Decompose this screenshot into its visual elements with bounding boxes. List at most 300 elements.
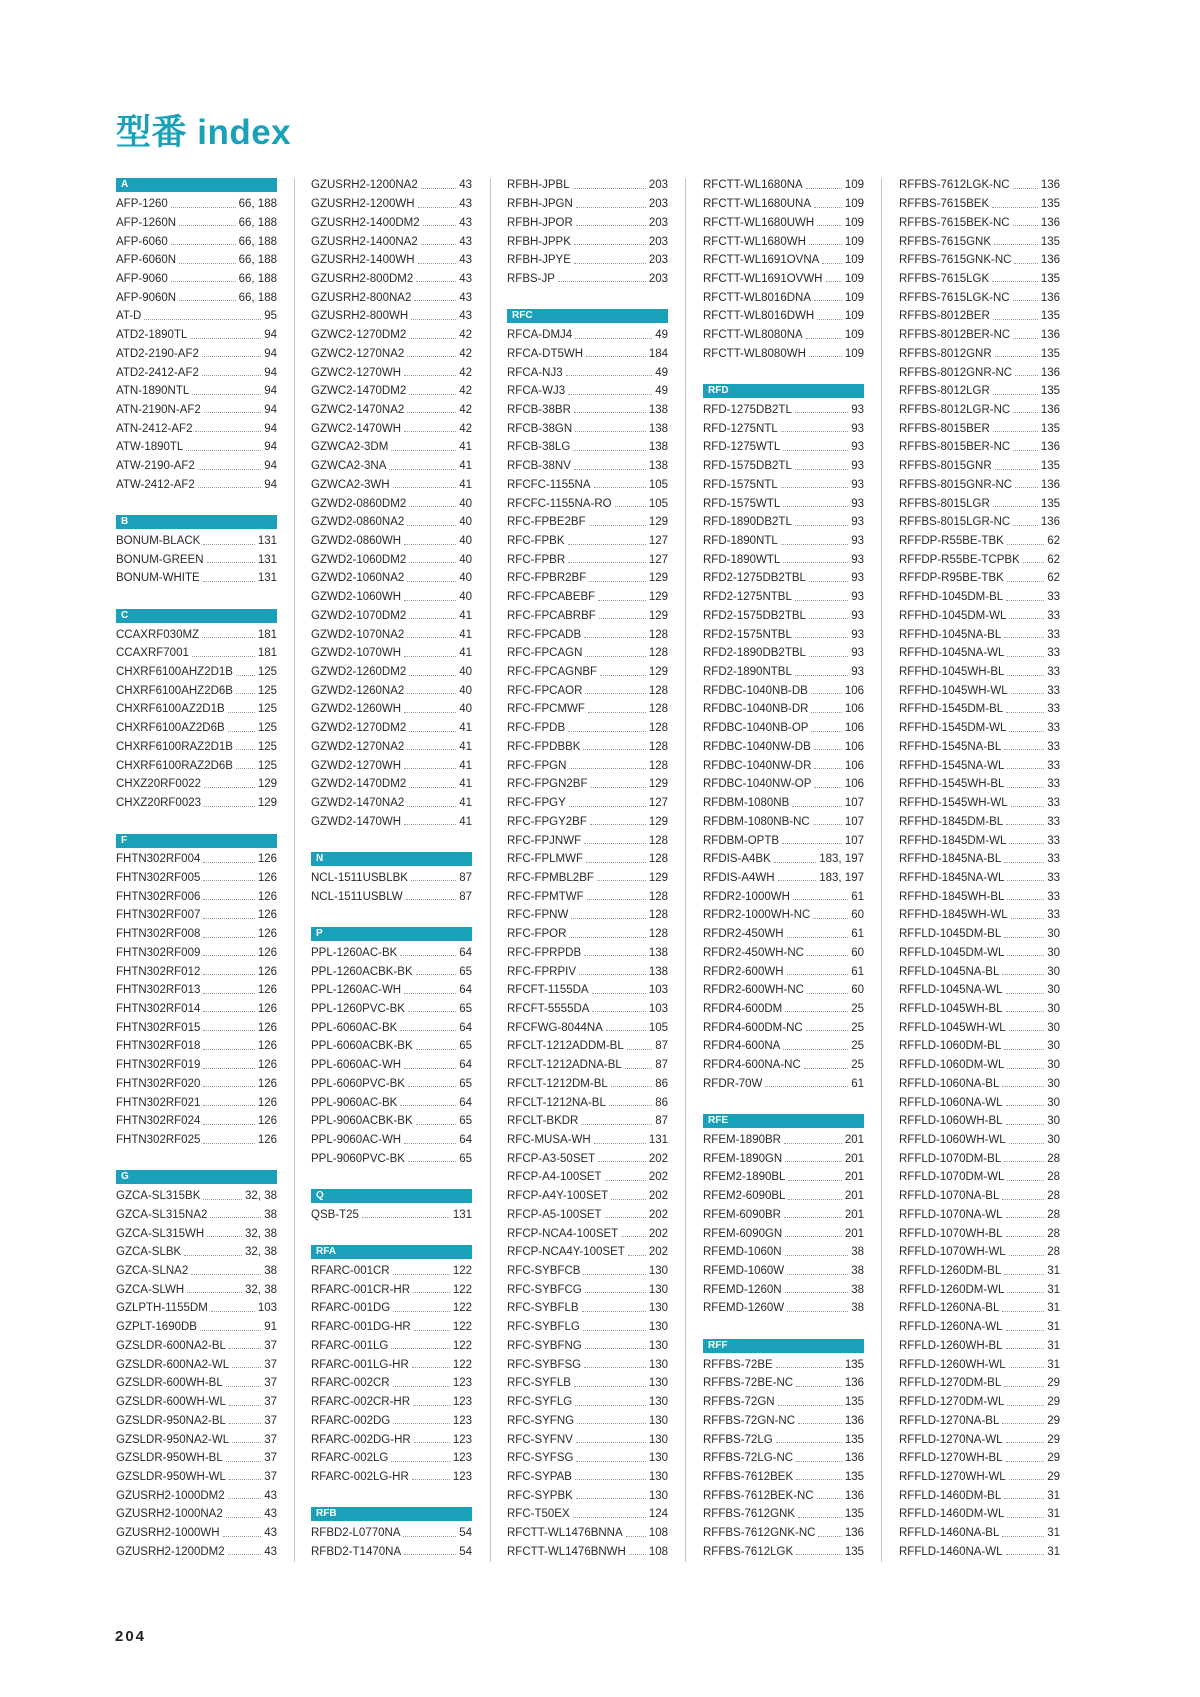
page-reference: 28	[1047, 1246, 1060, 1259]
page-reference: 33	[1047, 759, 1060, 772]
dot-leader	[1002, 1086, 1044, 1087]
model-number: RFFBS-8015BER-NC	[899, 441, 1011, 454]
section-header	[311, 1505, 472, 1524]
dot-leader	[814, 300, 842, 301]
page-reference: 130	[648, 1489, 668, 1502]
index-entry	[899, 1449, 1060, 1468]
section-header-label: N	[311, 852, 472, 866]
page-number: 204	[115, 1628, 147, 1645]
dot-leader	[594, 487, 646, 488]
dot-leader	[817, 1498, 842, 1499]
dot-leader	[787, 1311, 848, 1312]
index-entry	[899, 1262, 1060, 1281]
model-number: RFFLD-1060DM-WL	[899, 1059, 1005, 1072]
dot-leader	[1007, 768, 1044, 769]
model-number: GZWD2-0860WH	[311, 535, 402, 548]
model-number: RFFHD-1045NA-BL	[899, 628, 1002, 641]
index-entry	[311, 1337, 472, 1356]
page-reference: 61	[851, 928, 864, 941]
page-reference: 54	[459, 1545, 472, 1558]
index-entry	[311, 719, 472, 738]
page-reference: 64	[459, 1059, 472, 1072]
model-number: RFFHD-1845DM-BL	[899, 815, 1004, 828]
dot-leader	[414, 1330, 450, 1331]
page-reference: 126	[257, 1134, 277, 1147]
model-number: RFC-FPBR2BF	[507, 572, 587, 585]
index-entry	[899, 719, 1060, 738]
page-reference: 136	[1040, 216, 1060, 229]
dot-leader	[404, 824, 456, 825]
index-entry	[703, 494, 864, 513]
dot-leader	[1002, 974, 1044, 975]
model-number: RFCTT-WL1680WH	[703, 235, 806, 248]
page-reference: 128	[648, 703, 668, 716]
index-entry	[703, 401, 864, 420]
model-number: CHXZ20RF0022	[116, 778, 202, 791]
model-number: RFARC-001CR-HR	[311, 1283, 411, 1296]
page-reference: 38	[264, 1265, 277, 1278]
dot-leader	[817, 225, 842, 226]
page-reference: 94	[264, 329, 277, 342]
index-entry	[507, 1187, 668, 1206]
page-reference: 109	[844, 291, 864, 304]
index-entry	[116, 1393, 277, 1412]
index-entry	[899, 438, 1060, 457]
index-entry	[311, 588, 472, 607]
model-number: RFFHD-1845NA-WL	[899, 871, 1005, 884]
page-reference: 126	[257, 1077, 277, 1090]
dot-leader	[1023, 562, 1044, 563]
index-entry	[703, 775, 864, 794]
dot-leader	[1009, 1479, 1044, 1480]
model-number: RFC-FPJNWF	[507, 834, 582, 847]
page-reference: 135	[844, 1470, 864, 1483]
dot-leader	[411, 319, 456, 320]
model-number: RFCLT-BKDR	[507, 1115, 579, 1128]
index-entry	[703, 1542, 864, 1561]
model-number: RFFLD-1460NA-WL	[899, 1545, 1003, 1558]
page-reference: 95	[264, 310, 277, 323]
index-entry	[311, 775, 472, 794]
page-reference: 203	[648, 272, 668, 285]
dot-leader	[793, 899, 848, 900]
section-header-label: RFF	[703, 1339, 864, 1353]
dot-leader	[796, 1386, 842, 1387]
index-entry	[703, 887, 864, 906]
model-number: RFD2-1575DB2TBL	[703, 609, 806, 622]
model-number: RFFHD-1545NA-BL	[899, 740, 1002, 753]
page-reference: 106	[844, 722, 864, 735]
model-number: RFC-FPGN	[507, 759, 567, 772]
page-reference: 30	[1047, 1021, 1060, 1034]
index-entry	[899, 1505, 1060, 1524]
dot-leader	[787, 1274, 848, 1275]
model-number: RFC-FPCMWF	[507, 703, 585, 716]
section-header-label: C	[116, 609, 277, 623]
dot-leader	[784, 1217, 842, 1218]
index-entry	[116, 1075, 277, 1094]
model-number: RFARC-001CR	[311, 1265, 390, 1278]
page-reference: 25	[851, 1040, 864, 1053]
dot-leader	[1009, 731, 1044, 732]
model-number: RFD2-1890DB2TBL	[703, 647, 806, 660]
dot-leader	[594, 1143, 646, 1144]
model-number: RFEMD-1060N	[703, 1246, 782, 1259]
index-entry	[703, 270, 864, 289]
dot-leader	[1006, 1011, 1045, 1012]
page-reference: 93	[851, 422, 864, 435]
dot-leader	[569, 806, 646, 807]
model-number: RFC-FPLMWF	[507, 853, 584, 866]
model-number: RFEM2-6090BL	[703, 1190, 786, 1203]
model-number: RFFBS-7615BEK-NC	[899, 216, 1010, 229]
model-number: GZWD2-1070DM2	[311, 609, 407, 622]
page-reference: 94	[264, 478, 277, 491]
page-reference: 125	[257, 740, 277, 753]
page-reference: 66, 188	[238, 198, 277, 211]
model-number: RFCFT-1155DA	[507, 984, 589, 997]
index-entry	[311, 794, 472, 813]
page-reference: 129	[257, 797, 277, 810]
page-reference: 135	[844, 1508, 864, 1521]
page-reference: 43	[459, 198, 472, 211]
index-entry	[311, 1449, 472, 1468]
dot-leader	[609, 1105, 652, 1106]
page-reference: 30	[1047, 984, 1060, 997]
dot-leader	[236, 675, 255, 676]
model-number: RFC-FPCAGNBF	[507, 666, 598, 679]
page-reference: 33	[1047, 797, 1060, 810]
model-number: RFBD2-L0770NA	[311, 1527, 401, 1540]
index-entry	[311, 1131, 472, 1150]
dot-leader	[589, 525, 646, 526]
index-entry	[116, 1112, 277, 1131]
index-entry	[507, 326, 668, 345]
dot-leader	[605, 1217, 646, 1218]
index-entry	[116, 1524, 277, 1543]
dot-leader	[776, 1442, 842, 1443]
model-number: BONUM-WHITE	[116, 572, 200, 585]
index-entry	[507, 1224, 668, 1243]
index-entry	[899, 1355, 1060, 1374]
index-entry	[703, 1374, 864, 1393]
page-reference: 40	[459, 553, 472, 566]
dot-leader	[583, 1330, 646, 1331]
dot-leader	[404, 544, 456, 545]
section-header-label: RFD	[703, 384, 864, 398]
page-reference: 40	[459, 591, 472, 604]
model-number: RFFLD-1070WH-WL	[899, 1246, 1006, 1259]
index-entry	[311, 307, 472, 326]
page-reference: 41	[459, 441, 472, 454]
dot-leader	[1006, 1124, 1045, 1125]
model-number: RFD-1890DB2TL	[703, 516, 792, 529]
model-number: NCL-1511USBLW	[311, 890, 403, 903]
model-number: GZUSRH2-800NA2	[311, 291, 412, 304]
dot-leader	[229, 1479, 261, 1480]
index-entry	[899, 981, 1060, 1000]
page-reference: 106	[844, 759, 864, 772]
model-number: PPL-1260AC-WH	[311, 984, 402, 997]
page-reference: 129	[648, 516, 668, 529]
model-number: RFFHD-1545WH-BL	[899, 778, 1005, 791]
page-reference: 40	[459, 703, 472, 716]
model-number: RFDBM-OPTB	[703, 834, 780, 847]
page-reference: 30	[1047, 1096, 1060, 1109]
model-number: RFC-FPMBL2BF	[507, 871, 594, 884]
model-number: RFFHD-1045DM-WL	[899, 609, 1007, 622]
model-number: RFFLD-1260WH-WL	[899, 1358, 1006, 1371]
dot-leader	[203, 1049, 254, 1050]
page-reference: 126	[257, 984, 277, 997]
dot-leader	[203, 1011, 254, 1012]
model-number: GZUSRH2-1200WH	[311, 198, 415, 211]
index-entry	[507, 607, 668, 626]
page-reference: 38	[264, 1208, 277, 1221]
dot-leader	[796, 1554, 842, 1555]
dot-leader	[1011, 693, 1045, 694]
dot-leader	[228, 1498, 262, 1499]
index-entry	[311, 1355, 472, 1374]
index-entry	[311, 1318, 472, 1337]
model-number: RFD2-1275NTBL	[703, 591, 792, 604]
page-reference: 37	[264, 1358, 277, 1371]
section-header	[116, 607, 277, 626]
page-reference: 91	[264, 1321, 277, 1334]
index-entry	[703, 569, 864, 588]
section-header-label: A	[116, 178, 277, 192]
model-number: RFARC-002LG-HR	[311, 1470, 409, 1483]
model-number: ATD2-2412-AF2	[116, 366, 199, 379]
model-number: RFFLD-1070DM-WL	[899, 1171, 1005, 1184]
dot-leader	[407, 412, 456, 413]
index-entry	[899, 644, 1060, 663]
page-reference: 105	[648, 497, 668, 510]
dot-leader	[574, 469, 646, 470]
model-number: RFBD2-T1470NA	[311, 1545, 402, 1558]
model-number: RFC-MUSA-WH	[507, 1134, 591, 1147]
page-reference: 130	[648, 1302, 668, 1315]
dot-leader	[598, 1161, 646, 1162]
model-number: RFFLD-1045DM-BL	[899, 928, 1002, 941]
model-number: FHTN302RF008	[116, 928, 201, 941]
page-reference: 103	[257, 1302, 277, 1315]
model-number: RFARC-002DG	[311, 1414, 391, 1427]
dot-leader	[409, 731, 456, 732]
model-number: RFCP-A4Y-100SET	[507, 1190, 609, 1203]
dot-leader	[1007, 656, 1044, 657]
index-entry	[703, 1411, 864, 1430]
dot-leader	[203, 1068, 254, 1069]
dot-leader	[1009, 1030, 1044, 1031]
model-number: RFCA-NJ3	[507, 366, 563, 379]
index-entry	[507, 1075, 668, 1094]
index-entry	[899, 812, 1060, 831]
model-number: AFP-6060N	[116, 254, 177, 267]
page-reference: 61	[851, 1077, 864, 1090]
index-section	[311, 925, 472, 1168]
index-entry	[507, 1280, 668, 1299]
dot-leader	[592, 993, 646, 994]
page-reference: 33	[1047, 871, 1060, 884]
page-reference: 126	[257, 853, 277, 866]
page-reference: 136	[1040, 516, 1060, 529]
dot-leader	[408, 1161, 456, 1162]
dot-leader	[393, 1311, 450, 1312]
page-reference: 128	[648, 853, 668, 866]
model-number: RFBH-JPBL	[507, 179, 570, 192]
model-number: RFD2-1890NTBL	[703, 666, 792, 679]
page-reference: 66, 188	[238, 216, 277, 229]
model-number: RFCB-38LG	[507, 441, 571, 454]
model-number: RFFBS-8012LGR-NC	[899, 403, 1011, 416]
page-reference: 201	[844, 1208, 864, 1221]
index-entry	[116, 1187, 277, 1206]
dot-leader	[574, 412, 646, 413]
index-entry	[116, 625, 277, 644]
page-reference: 33	[1047, 853, 1060, 866]
index-entry	[703, 607, 864, 626]
dot-leader	[411, 880, 456, 881]
index-entry	[899, 288, 1060, 307]
index-entry	[899, 1206, 1060, 1225]
index-section	[311, 176, 472, 831]
page-reference: 49	[655, 385, 668, 398]
page-reference: 32, 38	[245, 1246, 277, 1259]
page-reference: 105	[648, 478, 668, 491]
dot-leader	[569, 768, 645, 769]
model-number: GZUSRH2-800WH	[311, 310, 409, 323]
dot-leader	[1006, 712, 1044, 713]
index-entry	[507, 831, 668, 850]
model-number: RFCFT-5555DA	[507, 1002, 590, 1015]
index-entry	[703, 1168, 864, 1187]
dot-leader	[598, 600, 646, 601]
page-reference: 130	[648, 1377, 668, 1390]
dot-leader	[576, 207, 646, 208]
dot-leader	[1007, 1517, 1044, 1518]
dot-leader	[817, 319, 842, 320]
dot-leader	[418, 207, 457, 208]
page-reference: 93	[851, 497, 864, 510]
model-number: CCAXRF030MZ	[116, 628, 200, 641]
model-number: GZWCA2-3NA	[311, 460, 387, 473]
model-number: RFC-FPGY	[507, 797, 566, 810]
index-entry	[507, 869, 668, 888]
index-entry	[899, 663, 1060, 682]
dot-leader	[574, 263, 646, 264]
model-number: GZWCA2-3WH	[311, 478, 390, 491]
dot-leader	[406, 899, 457, 900]
model-number: GZWC2-1270DM2	[311, 329, 407, 342]
dot-leader	[569, 937, 645, 938]
page-reference: 49	[655, 366, 668, 379]
index-entry	[899, 270, 1060, 289]
page-reference: 29	[1047, 1377, 1060, 1390]
index-entry	[899, 419, 1060, 438]
page-reference: 31	[1047, 1545, 1060, 1558]
page-reference: 37	[264, 1452, 277, 1465]
page-reference: 136	[844, 1489, 864, 1502]
model-number: RFFBS-72LG	[703, 1433, 773, 1446]
index-entry	[507, 1149, 668, 1168]
dot-leader	[774, 862, 816, 863]
page-reference: 38	[851, 1302, 864, 1315]
index-entry	[116, 270, 277, 289]
page-reference: 29	[1047, 1396, 1060, 1409]
model-number: ATD2-1890TL	[116, 329, 188, 342]
page-reference: 181	[257, 628, 277, 641]
page-reference: 65	[459, 1115, 472, 1128]
index-entry	[703, 1449, 864, 1468]
index-entry	[507, 1112, 668, 1131]
dot-leader	[579, 974, 646, 975]
page-reference: 25	[851, 1059, 864, 1072]
model-number: RFC-FPOR	[507, 928, 567, 941]
index-entry	[116, 457, 277, 476]
index-entry	[507, 1037, 668, 1056]
index-entry	[703, 1505, 864, 1524]
model-number: RFFHD-1045WH-BL	[899, 666, 1005, 679]
index-entry	[311, 644, 472, 663]
page-reference: 128	[648, 759, 668, 772]
dot-leader	[590, 824, 646, 825]
page-reference: 37	[264, 1414, 277, 1427]
model-number: ATW-2412-AF2	[116, 478, 195, 491]
dot-leader	[1006, 1330, 1045, 1331]
index-entry	[703, 1486, 864, 1505]
page-reference: 126	[257, 1115, 277, 1128]
model-number: CHXRF6100AZ2D1B	[116, 703, 225, 716]
index-entry	[507, 981, 668, 1000]
index-entry	[116, 700, 277, 719]
model-number: RFFLD-1260NA-BL	[899, 1302, 1000, 1315]
dot-leader	[585, 693, 645, 694]
page-reference: 129	[257, 778, 277, 791]
page-reference: 61	[851, 890, 864, 903]
model-number: PPL-9060PVC-BK	[311, 1152, 405, 1165]
model-number: GZUSRH2-1000NA2	[116, 1508, 223, 1521]
page-reference: 129	[648, 591, 668, 604]
page-reference: 41	[459, 628, 472, 641]
dot-leader	[781, 487, 848, 488]
page-reference: 41	[459, 759, 472, 772]
dot-leader	[236, 749, 255, 750]
model-number: RFDBC-1040NB-DR	[703, 703, 809, 716]
page-reference: 33	[1047, 834, 1060, 847]
model-number: RFFHD-1545WH-WL	[899, 797, 1008, 810]
dot-leader	[1013, 450, 1038, 451]
dot-leader	[568, 394, 652, 395]
page-reference: 33	[1047, 722, 1060, 735]
page-reference: 93	[851, 460, 864, 473]
index-entry	[899, 1243, 1060, 1262]
page-reference: 30	[1047, 1134, 1060, 1147]
model-number: RFCA-DMJ4	[507, 329, 573, 342]
dot-leader	[418, 263, 457, 264]
dot-leader	[223, 1536, 262, 1537]
model-number: RFFBS-8012GNR	[899, 347, 992, 360]
model-number: RFFLD-1045NA-WL	[899, 984, 1003, 997]
page-reference: 28	[1047, 1190, 1060, 1203]
index-entry	[116, 663, 277, 682]
page-reference: 135	[844, 1396, 864, 1409]
model-number: PPL-1260ACBK-BK	[311, 965, 413, 978]
index-entry	[703, 981, 864, 1000]
page-reference: 42	[459, 366, 472, 379]
model-number: GZSLDR-950NA2-BL	[116, 1414, 226, 1427]
page-reference: 43	[459, 216, 472, 229]
